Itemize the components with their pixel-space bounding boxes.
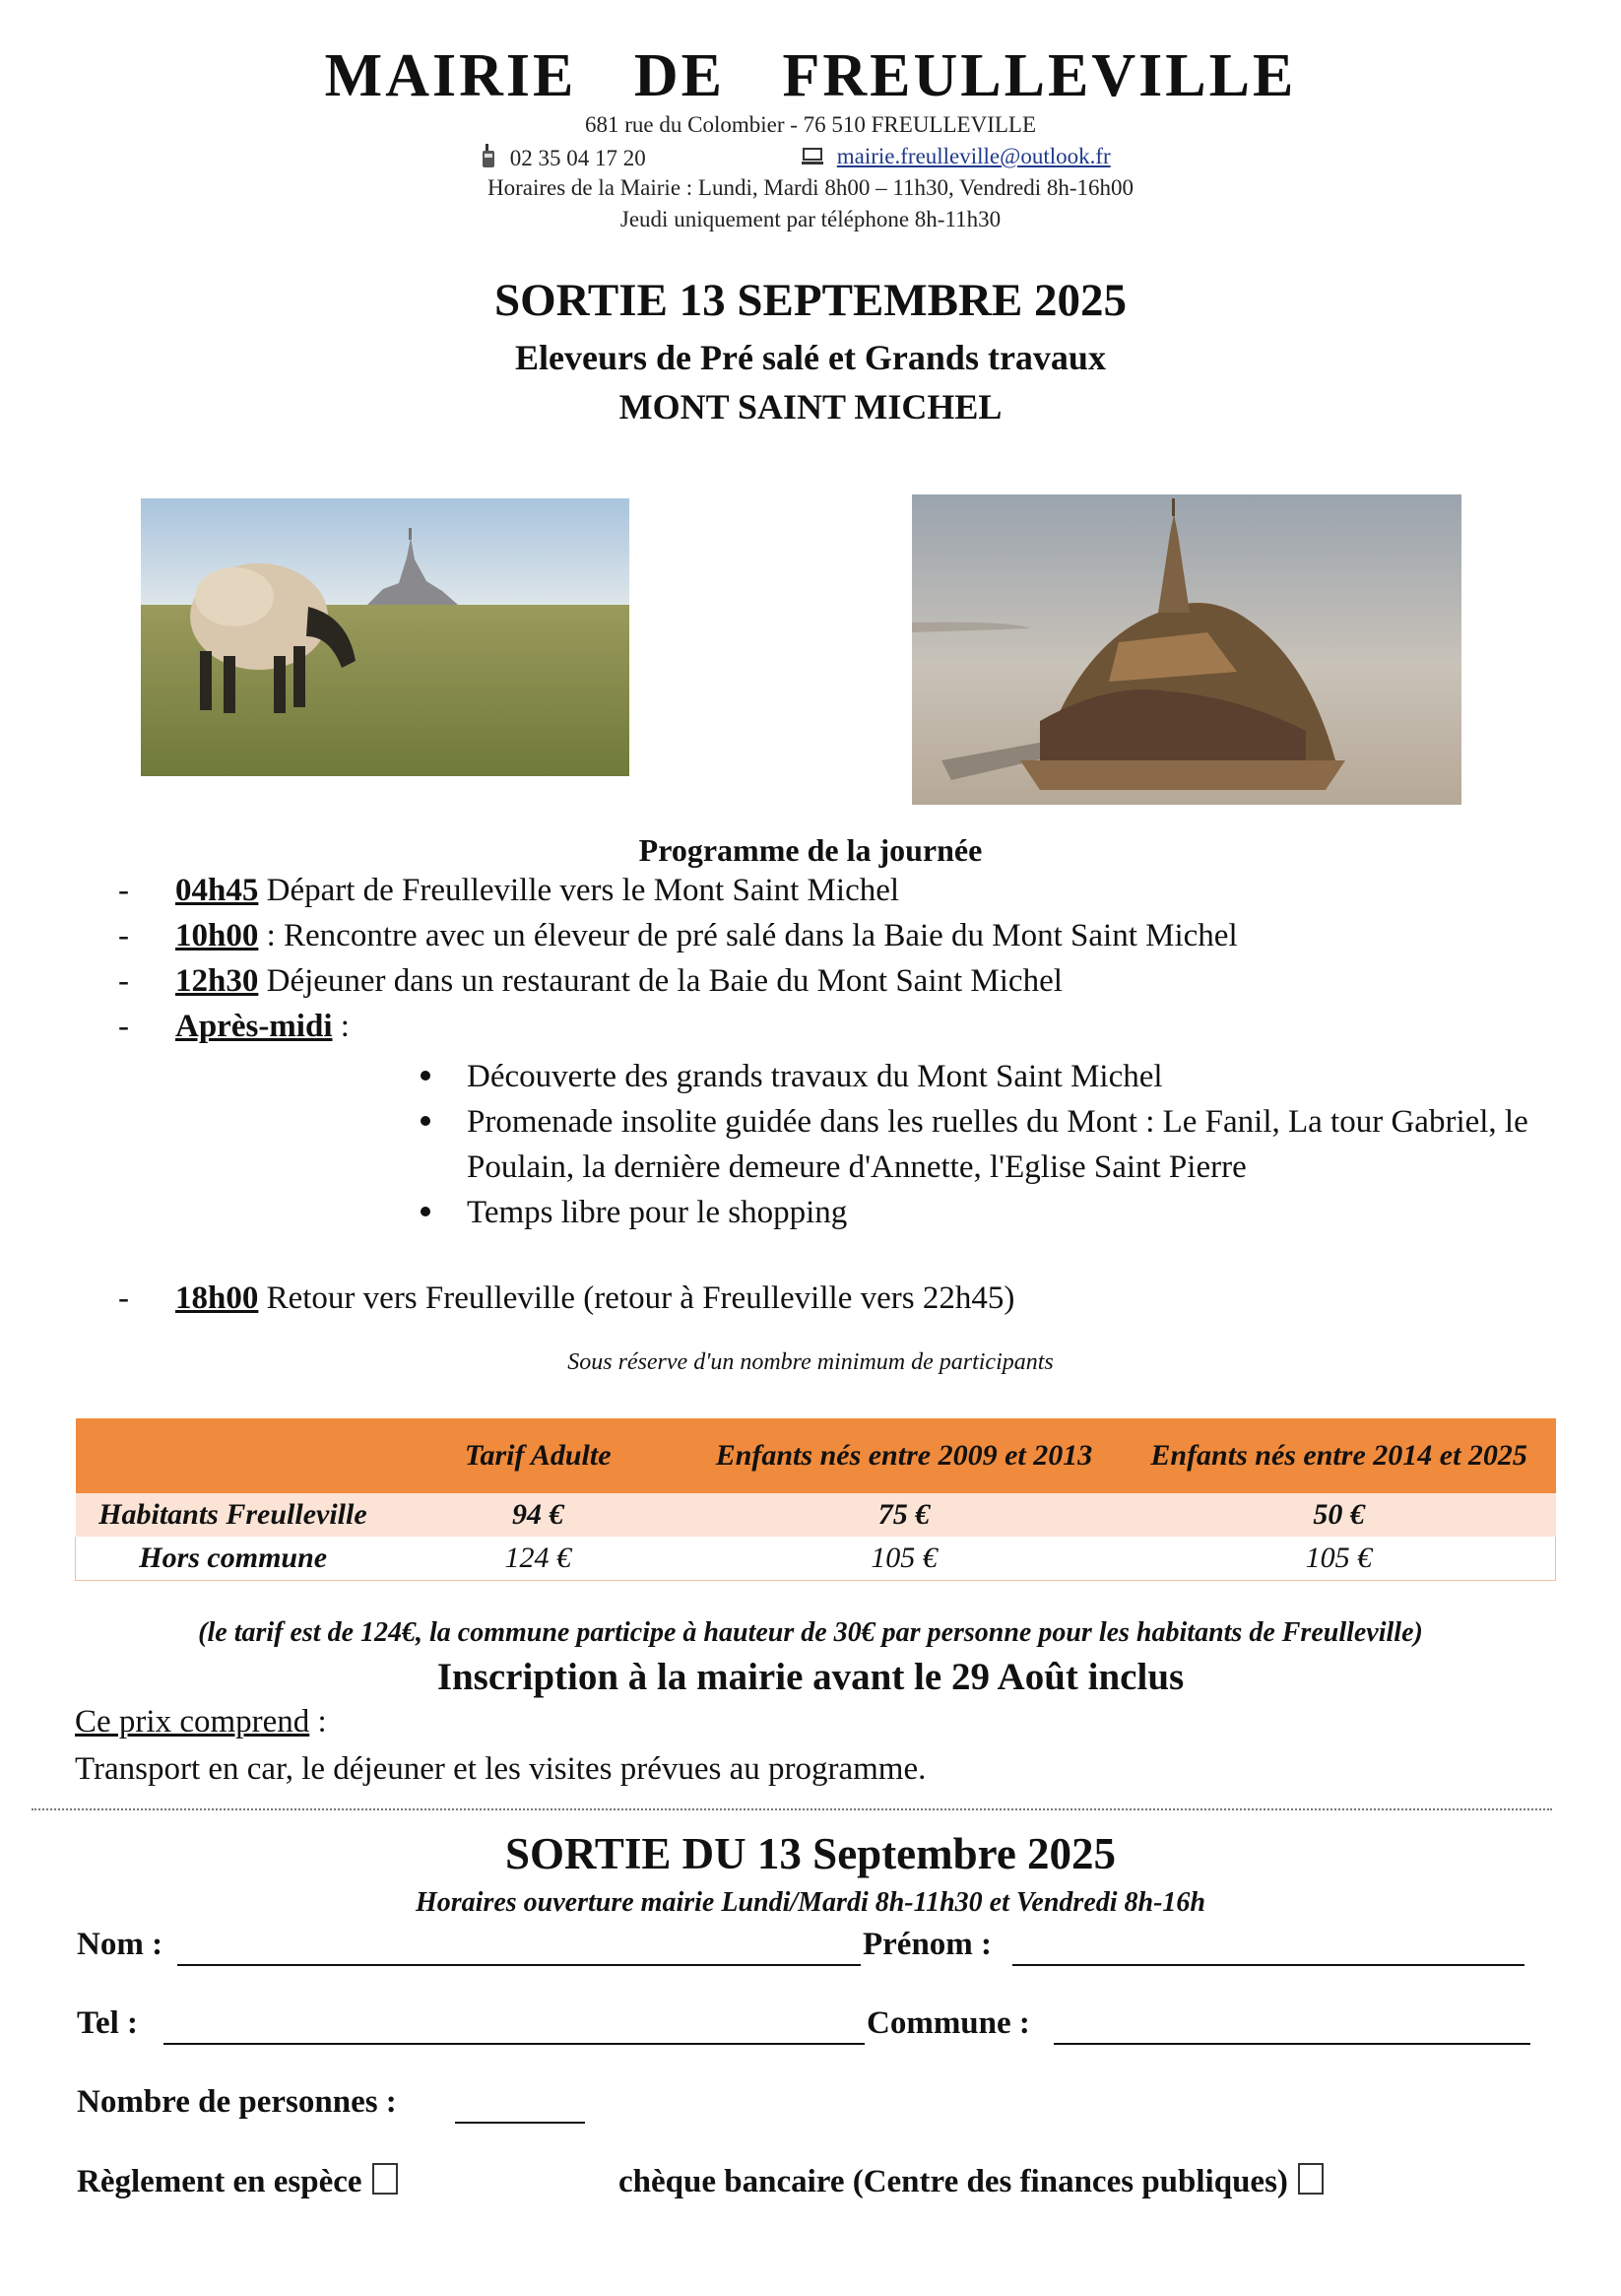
phone-number: 02 35 04 17 20 [509, 146, 646, 170]
computer-icon [802, 148, 823, 165]
activity-item: Temps libre pour le shopping [414, 1190, 1556, 1235]
especes-checkbox[interactable] [372, 2163, 398, 2195]
commune-label: Commune : [867, 2005, 1030, 2041]
email-row [802, 144, 1111, 169]
programme-text: : Rencontre avec un éleveur de pré salé dans la Baie du Mont Saint Michel [258, 918, 1238, 953]
cheque-label: chèque bancaire (Centre des finances publiques) [618, 2164, 1288, 2199]
row-label: Habitants Freulleville [76, 1493, 391, 1537]
mairie-hours-phone: Jeudi uniquement par téléphone 8h-11h30 [619, 207, 1002, 231]
price-includes-title [75, 1704, 327, 1740]
mont-saint-michel-photo [912, 494, 1461, 805]
event-subtitle: Eleveurs de Pré salé et Grands travaux [515, 338, 1106, 377]
programme-time: 04h45 [175, 873, 259, 908]
programme-title: Programme de la journée [638, 832, 983, 868]
title-word-de: DE [633, 42, 725, 109]
price-includes-label: Ce prix comprend [75, 1704, 310, 1739]
reserve-note: Sous réserve d'un nombre minimum de participants [567, 1349, 1054, 1375]
list-dash: - [118, 963, 129, 999]
form-title: SORTIE DU 13 Septembre 2025 [504, 1829, 1117, 1878]
header-cell: Enfants nés entre 2009 et 2013 [685, 1418, 1123, 1493]
price-cell: 94 € [390, 1493, 685, 1537]
nom-label: Nom : [77, 1927, 163, 1962]
reglement-especes [77, 2163, 398, 2200]
address: 681 rue du Colombier - 76 510 FREULLEVILLE [584, 112, 1036, 137]
programme-item [118, 1280, 1014, 1317]
sheep-photo [141, 498, 629, 776]
header-cell: Enfants nés entre 2014 et 2025 [1123, 1418, 1556, 1493]
especes-label: Règlement en espèce [77, 2164, 362, 2199]
price-cell: 50 € [1123, 1493, 1556, 1537]
email-link[interactable]: mairie.freulleville@outlook.fr [836, 144, 1111, 168]
programme-text: Départ de Freulleville vers le Mont Saint Michel [258, 873, 900, 908]
activity-item: Découverte des grands travaux du Mont Saint Michel [414, 1054, 1556, 1099]
table-row [76, 1493, 1556, 1537]
tel-label: Tel : [77, 2005, 139, 2041]
list-dash: - [118, 873, 129, 908]
programme-item [118, 1009, 350, 1045]
afternoon-activities [414, 1054, 1556, 1235]
header-cell: Tarif Adulte [390, 1418, 685, 1493]
prenom-label: Prénom : [863, 1927, 993, 1962]
list-dash: - [118, 1280, 129, 1316]
title-word-mairie: MAIRIE [324, 42, 577, 109]
programme-time: Après-midi [175, 1009, 333, 1044]
nb-persons-field[interactable] [455, 2122, 585, 2124]
programme-text: : [332, 1009, 350, 1044]
title-word-town: FREULLEVILLE [782, 42, 1297, 109]
programme-time: 10h00 [175, 918, 259, 953]
tel-field[interactable] [163, 2043, 865, 2045]
phone-row [481, 144, 646, 171]
nb-persons-label: Nombre de personnes : [77, 2084, 397, 2120]
programme-text: Retour vers Freulleville (retour à Freulleville vers 22h45) [258, 1280, 1015, 1316]
price-cell: 75 € [685, 1493, 1123, 1537]
list-dash: - [118, 1009, 129, 1044]
commune-field[interactable] [1054, 2043, 1530, 2045]
programme-time: 12h30 [175, 963, 259, 999]
programme-text: Déjeuner dans un restaurant de la Baie du Mont Saint Michel [258, 963, 1063, 999]
price-cell: 124 € [390, 1537, 685, 1581]
table-header-row [76, 1418, 1556, 1493]
event-title: SORTIE 13 SEPTEMBRE 2025 [493, 275, 1128, 326]
programme-item [118, 918, 1238, 954]
row-label: Hors commune [76, 1537, 391, 1581]
price-includes-colon: : [309, 1704, 327, 1739]
inscription-deadline: Inscription à la mairie avant le 29 Août inclus [436, 1656, 1185, 1698]
table-row [76, 1537, 1556, 1581]
form-hours: Horaires ouverture mairie Lundi/Mardi 8h-11h30 et Vendredi 8h-16h [416, 1887, 1205, 1918]
mairie-title [0, 41, 1621, 111]
prenom-field[interactable] [1012, 1964, 1524, 1966]
cut-line-divider [32, 1808, 1552, 1810]
programme-time: 18h00 [175, 1280, 259, 1316]
reglement-cheque [618, 2163, 1324, 2200]
list-dash: - [118, 918, 129, 953]
programme-item [118, 873, 899, 909]
activity-item: Promenade insolite guidée dans les ruelles du Mont : Le Fanil, La tour Gabriel, le Poulain, la dernière demeure d'Annette, l'Eglise Saint Pierre [414, 1099, 1556, 1190]
header-cell [76, 1418, 391, 1493]
event-place: MONT SAINT MICHEL [618, 387, 1003, 426]
phone-icon [481, 144, 496, 169]
tarifs-table [75, 1418, 1556, 1581]
price-cell: 105 € [1123, 1537, 1556, 1581]
programme-item [118, 963, 1063, 1000]
mairie-hours: Horaires de la Mairie : Lundi, Mardi 8h00 – 11h30, Vendredi 8h-16h00 [486, 175, 1134, 200]
cheque-checkbox[interactable] [1298, 2163, 1324, 2195]
tarif-note: (le tarif est de 124€, la commune participe à hauteur de 30€ par personne pour les habitants de Freulleville) [198, 1617, 1423, 1648]
price-cell: 105 € [685, 1537, 1123, 1581]
price-includes-desc: Transport en car, le déjeuner et les visites prévues au programme. [75, 1751, 927, 1787]
nom-field[interactable] [177, 1964, 861, 1966]
